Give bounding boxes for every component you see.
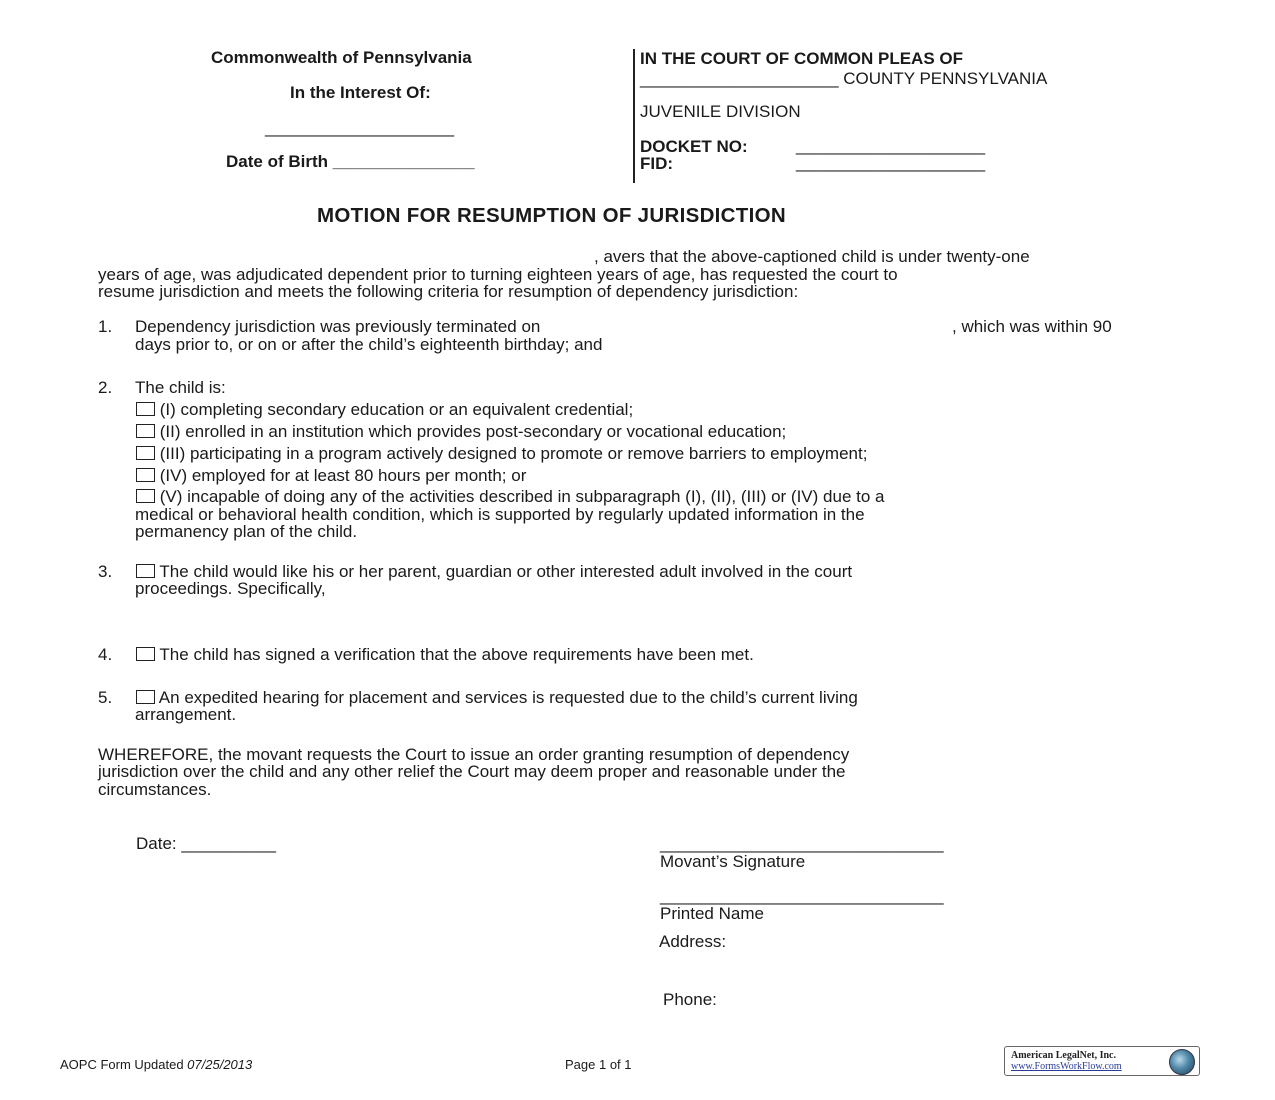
form-updated-date: 07/25/2013 — [187, 1057, 253, 1072]
form-updated-note — [60, 1056, 252, 1074]
printed-name-line[interactable]: ______________________________ — [660, 886, 944, 905]
option-iv-checkbox[interactable] — [136, 468, 155, 482]
county-field[interactable]: _____________________ COUNTY PENNSYLVANIA — [640, 69, 1048, 88]
wherefore-line-3: circumstances. — [98, 780, 212, 799]
specifically-field[interactable] — [402, 580, 1162, 616]
in-the-interest-label: In the Interest Of: — [290, 83, 431, 102]
american-legalnet-logo[interactable] — [1004, 1046, 1200, 1076]
item-5-line-2: arrangement. — [135, 705, 237, 724]
item-4-row — [136, 646, 754, 664]
option-i-checkbox[interactable] — [136, 402, 155, 416]
item-1-line-1b: , which was within 90 — [952, 317, 1112, 336]
globe-icon — [1169, 1049, 1195, 1075]
item-5-row — [136, 689, 858, 707]
item-3-line-2: proceedings. Specifically, — [135, 579, 326, 598]
signature-line[interactable]: ______________________________ — [660, 834, 944, 853]
form-updated-label: AOPC Form Updated — [60, 1057, 184, 1072]
item-4-line-1: The child has signed a verification that the above requirements have been met. — [159, 645, 754, 664]
option-v-label-3: permanency plan of the child. — [135, 522, 358, 541]
option-iv-label: (IV) employed for at least 80 hours per month; or — [159, 466, 527, 485]
intro-line-1: , avers that the above-captioned child is under twenty-one — [594, 247, 1030, 266]
option-ii-row — [136, 423, 786, 441]
fid-field[interactable]: ____________________ — [796, 153, 986, 172]
option-v-row — [136, 488, 884, 506]
printed-name-label: Printed Name — [660, 904, 764, 923]
item-3-line-1: The child would like his or her parent, guardian or other interested adult involved in the court — [159, 562, 853, 581]
option-i-label: (I) completing secondary education or an equivalent credential; — [159, 400, 634, 419]
movant-signature-label: Movant’s Signature — [660, 852, 806, 871]
logo-url-link[interactable]: www.FormsWorkFlow.com — [1011, 1061, 1122, 1072]
option-v-checkbox[interactable] — [136, 489, 155, 503]
option-iii-checkbox[interactable] — [136, 446, 155, 460]
item-1-line-2: days prior to, or on or after the child’s eighteenth birthday; and — [135, 335, 603, 354]
item-1-line-1a: Dependency jurisdiction was previously terminated on — [135, 317, 541, 336]
docket-number-field[interactable]: ____________________ — [796, 136, 986, 155]
fid-label: FID: — [640, 154, 674, 173]
item-2-lead: The child is: — [135, 378, 226, 397]
option-i-row — [136, 401, 633, 419]
child-name-field[interactable]: ____________________ — [265, 118, 455, 137]
motion-title: MOTION FOR RESUMPTION OF JURISDICTION — [317, 204, 786, 227]
intro-line-2: years of age, was adjudicated dependent prior to turning eighteen years of age, has requested the court to — [98, 265, 898, 284]
phone-label: Phone: — [663, 990, 717, 1009]
item-5-line-1: An expedited hearing for placement and services is requested due to the child’s current living — [158, 688, 858, 707]
item-number-3: 3. — [98, 562, 113, 581]
address-label: Address: — [659, 932, 727, 951]
item-number-5: 5. — [98, 688, 113, 707]
item-number-1: 1. — [98, 317, 113, 336]
wherefore-line-1: WHEREFORE, the movant requests the Court to issue an order granting resumption of dependency — [98, 745, 850, 764]
option-iii-label: (III) participating in a program actively designed to promote or remove barriers to employment; — [159, 444, 868, 463]
caption-divider — [633, 49, 635, 183]
date-field[interactable]: Date: __________ — [136, 834, 276, 853]
date-of-birth-field[interactable]: Date of Birth _______________ — [226, 152, 475, 171]
option-ii-checkbox[interactable] — [136, 424, 155, 438]
wherefore-line-2: jurisdiction over the child and any other relief the Court may deem proper and reasonable under the — [98, 762, 846, 781]
page-number: Page 1 of 1 — [565, 1057, 632, 1072]
phone-field[interactable] — [740, 991, 1040, 1009]
item-5-checkbox[interactable] — [136, 690, 155, 704]
item-number-2: 2. — [98, 378, 113, 397]
docket-label: DOCKET NO: — [640, 137, 748, 156]
item-number-4: 4. — [98, 645, 113, 664]
address-field[interactable] — [755, 933, 1155, 983]
juvenile-division-label: JUVENILE DIVISION — [640, 102, 801, 121]
intro-line-3: resume jurisdiction and meets the following criteria for resumption of dependency jurisdiction: — [98, 282, 799, 301]
court-heading: IN THE COURT OF COMMON PLEAS OF — [640, 49, 963, 68]
option-iii-row — [136, 445, 867, 463]
item-3-checkbox[interactable] — [136, 564, 155, 578]
item-4-checkbox[interactable] — [136, 647, 155, 661]
option-iv-row — [136, 467, 526, 485]
logo-company-name: American LegalNet, Inc. — [1011, 1050, 1116, 1061]
termination-date-field[interactable] — [686, 318, 948, 336]
movant-name-field[interactable] — [98, 248, 594, 266]
commonwealth-heading: Commonwealth of Pennsylvania — [211, 48, 472, 67]
option-v-label-2: medical or behavioral health condition, which is supported by regularly updated information in the — [135, 505, 865, 524]
option-v-label-1: (V) incapable of doing any of the activities described in subparagraph (I), (II), (III) or (IV) due to a — [159, 487, 885, 506]
option-ii-label: (II) enrolled in an institution which provides post-secondary or vocational education; — [159, 422, 787, 441]
